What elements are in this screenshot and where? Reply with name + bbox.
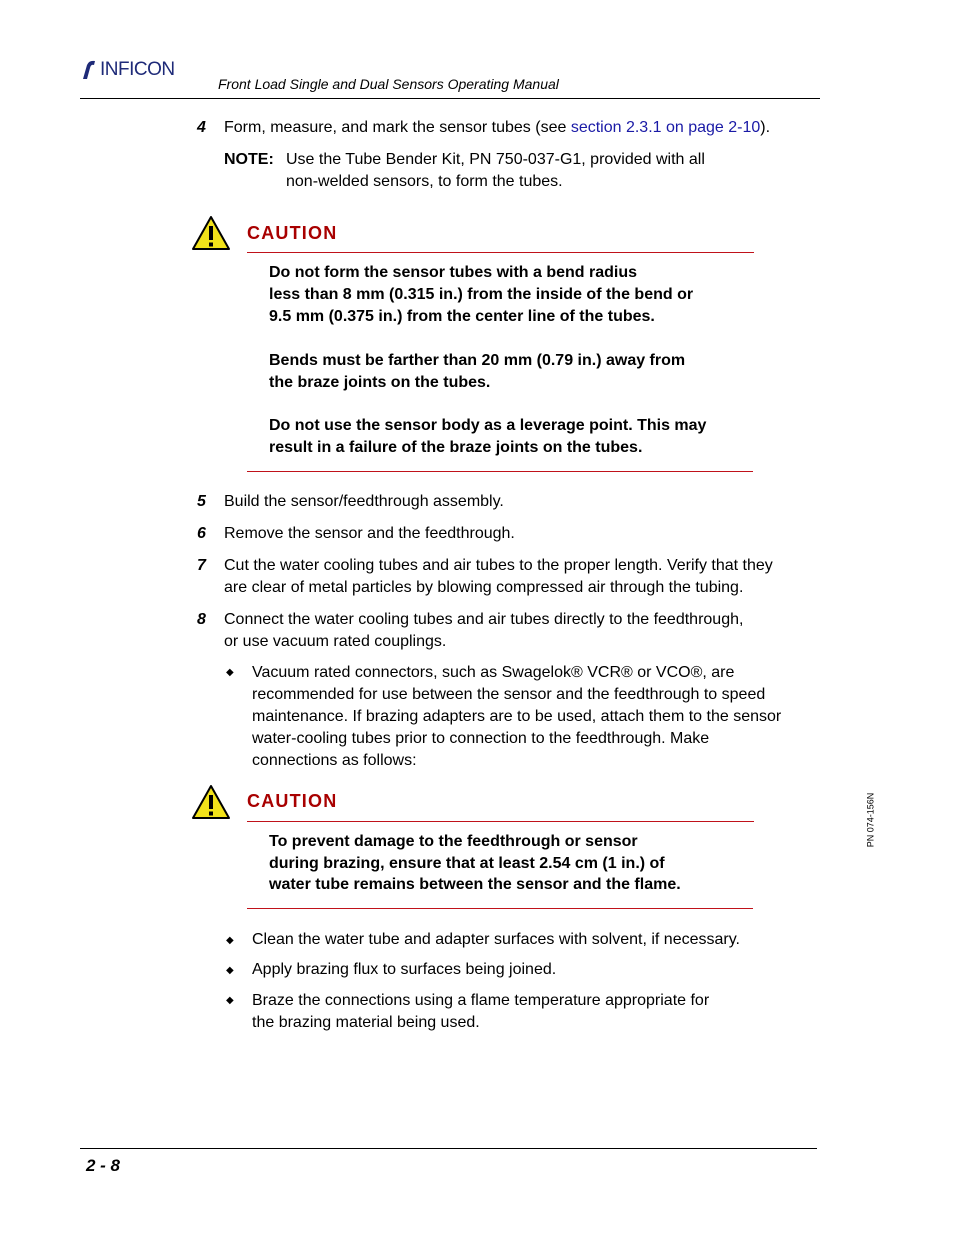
step-5-text: Build the sensor/feedthrough assembly. bbox=[224, 493, 504, 510]
note-label: NOTE: bbox=[224, 151, 274, 168]
step-7-line-2: are clear of metal particles by blowing compressed air through the tubing. bbox=[224, 579, 744, 596]
footer-rule bbox=[80, 1148, 817, 1149]
caution-2-bottom-rule bbox=[247, 908, 753, 909]
step-8-line-1: Connect the water cooling tubes and air tubes directly to the feedthrough, bbox=[224, 611, 744, 628]
step-number-6: 6 bbox=[197, 525, 206, 542]
caution-1-line-2: less than 8 mm (0.315 in.) from the inside of the bend or bbox=[269, 286, 694, 303]
header-rule bbox=[80, 98, 820, 99]
caution-1-line-3: 9.5 mm (0.375 in.) from the center line of the tubes. bbox=[269, 308, 655, 325]
bullet-braze-line-1: Braze the connections using a flame temperature appropriate for bbox=[252, 992, 710, 1009]
note-line-2: non-welded sensors, to form the tubes. bbox=[286, 173, 563, 190]
step-number-8: 8 bbox=[197, 611, 206, 628]
caution-1-line-6: Do not use the sensor body as a leverage point. This may bbox=[269, 417, 707, 434]
step-4-text-after: ). bbox=[760, 119, 771, 136]
warning-triangle-icon bbox=[191, 215, 231, 251]
vacuum-bullet-line-4: water-cooling tubes prior to connection to the feedthrough. Make bbox=[252, 730, 710, 747]
caution-1-top-rule bbox=[247, 252, 754, 253]
vacuum-bullet-line-2: recommended for use between the sensor and the feedthrough to speed bbox=[252, 686, 766, 703]
caution-1-line-7: result in a failure of the braze joints on the tubes. bbox=[269, 439, 643, 456]
bullet-clean: Clean the water tube and adapter surfaces with solvent, if necessary. bbox=[252, 931, 740, 948]
step-8-line-2: or use vacuum rated couplings. bbox=[224, 633, 447, 650]
inficon-logo-mark-icon bbox=[81, 59, 97, 81]
header-title: Front Load Single and Dual Sensors Operating Manual bbox=[218, 76, 559, 92]
caution-1-line-1: Do not form the sensor tubes with a bend radius bbox=[269, 264, 638, 281]
page-number: 2 - 8 bbox=[86, 1156, 121, 1175]
diamond-bullet-icon: ◆ bbox=[226, 965, 234, 976]
step-number-5: 5 bbox=[197, 493, 206, 510]
diamond-bullet-icon: ◆ bbox=[226, 935, 234, 946]
step-4-text bbox=[224, 117, 770, 139]
vacuum-bullet-line-1: Vacuum rated connectors, such as Swagelok® VCR® or VCO®, are bbox=[252, 664, 735, 681]
bullet-braze-line-2: the brazing material being used. bbox=[252, 1014, 480, 1031]
inficon-logo bbox=[81, 58, 175, 82]
vacuum-bullet-line-3: maintenance. If brazing adapters are to be used, attach them to the sensor bbox=[252, 708, 782, 725]
warning-triangle-icon bbox=[191, 784, 231, 820]
vacuum-bullet-line-5: connections as follows: bbox=[252, 752, 417, 769]
diamond-bullet-icon: ◆ bbox=[226, 667, 234, 678]
part-number-label: PN 074-156N bbox=[865, 792, 876, 848]
section-link[interactable]: section 2.3.1 on page 2-10 bbox=[570, 119, 761, 136]
caution-2-line-3: water tube remains between the sensor and the flame. bbox=[269, 876, 681, 893]
caution-1-line-4: Bends must be farther than 20 mm (0.79 in.) away from bbox=[269, 352, 686, 369]
caution-2-line-2: during brazing, ensure that at least 2.54 cm (1 in.) of bbox=[269, 855, 665, 872]
bullet-flux: Apply brazing flux to surfaces being joined. bbox=[252, 961, 557, 978]
step-number-7: 7 bbox=[197, 557, 206, 574]
step-7-line-1: Cut the water cooling tubes and air tubes to the proper length. Verify that they bbox=[224, 557, 773, 574]
diamond-bullet-icon: ◆ bbox=[226, 995, 234, 1006]
step-number-4: 4 bbox=[197, 119, 206, 136]
caution-title-1: CAUTION bbox=[247, 223, 338, 243]
caution-1-line-5: the braze joints on the tubes. bbox=[269, 374, 491, 391]
step-6-text: Remove the sensor and the feedthrough. bbox=[224, 525, 515, 542]
note-line-1: Use the Tube Bender Kit, PN 750-037-G1, provided with all bbox=[286, 151, 705, 168]
caution-title-2: CAUTION bbox=[247, 791, 338, 811]
step-4-text-before: Form, measure, and mark the sensor tubes (see bbox=[224, 119, 571, 136]
caution-2-top-rule bbox=[247, 821, 754, 822]
caution-1-bottom-rule bbox=[247, 471, 753, 472]
logo-text: INFICON bbox=[100, 59, 175, 80]
caution-2-line-1: To prevent damage to the feedthrough or sensor bbox=[269, 833, 638, 850]
